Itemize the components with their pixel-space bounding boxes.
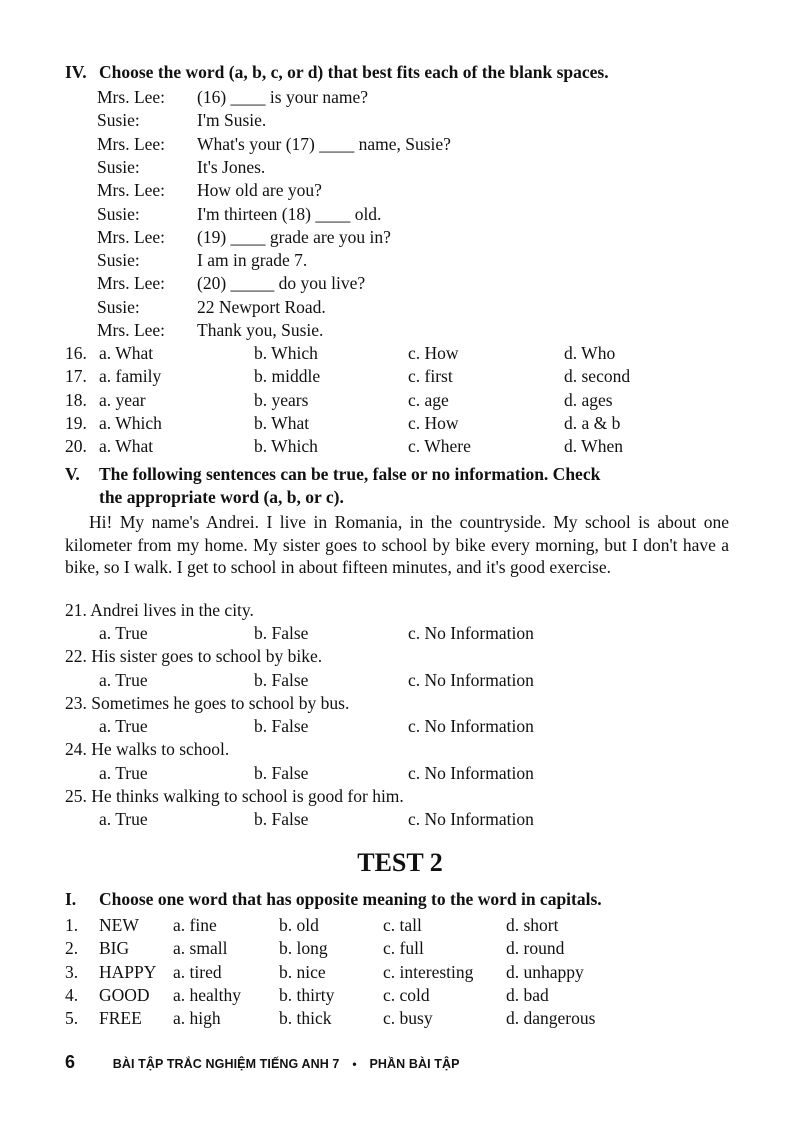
option-c: c. How xyxy=(408,412,459,433)
option-row xyxy=(65,436,745,459)
question-number: 19. xyxy=(65,412,87,433)
answer-false: b. False xyxy=(254,716,309,737)
option-c: c. interesting xyxy=(383,961,474,982)
option-b: b. Which xyxy=(254,436,318,457)
question-number: 17. xyxy=(65,366,87,387)
speaker: Susie: xyxy=(97,156,140,177)
test2-section-1-number: I. xyxy=(65,889,77,909)
option-c: c. tall xyxy=(383,915,422,935)
opposite-item xyxy=(65,915,755,938)
option-d: d. short xyxy=(506,915,559,935)
opposite-item xyxy=(65,962,755,985)
capital-word: GOOD xyxy=(99,984,150,1005)
answer-row xyxy=(99,763,699,786)
answer-false: b. False xyxy=(254,623,309,644)
option-b: b. What xyxy=(254,412,310,433)
capital-word: FREE xyxy=(99,1008,142,1029)
dialogue-text: I am in grade 7. xyxy=(197,250,308,271)
option-d: d. When xyxy=(564,436,623,457)
option-row xyxy=(65,413,745,436)
answer-row xyxy=(99,670,699,693)
option-b: b. nice xyxy=(279,961,326,982)
option-b: b. old xyxy=(279,915,319,935)
option-a: a. What xyxy=(99,343,154,363)
option-d: d. unhappy xyxy=(506,961,584,982)
section-5-header-line2 xyxy=(99,487,344,508)
speaker: Mrs. Lee: xyxy=(97,180,166,201)
speaker: Mrs. Lee: xyxy=(97,133,166,154)
option-b: b. long xyxy=(279,938,328,959)
question: 25. He thinks walking to school is good for him. xyxy=(65,785,404,806)
option-c: c. full xyxy=(383,938,424,959)
speaker: Susie: xyxy=(97,203,140,224)
test2-section-1-header xyxy=(65,889,602,910)
footer-bullet: • xyxy=(352,1057,357,1071)
question: 24. He walks to school. xyxy=(65,739,230,760)
question: 23. Sometimes he goes to school by bus. xyxy=(65,692,350,713)
question-number: 16. xyxy=(65,343,87,363)
reading-passage xyxy=(65,511,729,579)
question: 22. His sister goes to school by bike. xyxy=(65,646,323,667)
book-title: BÀI TẬP TRẮC NGHIỆM TIẾNG ANH 7 xyxy=(112,1057,340,1071)
item-number: 5. xyxy=(65,1008,79,1029)
option-d: d. dangerous xyxy=(506,1008,596,1029)
dialogue-text: (20) _____ do you live? xyxy=(197,273,366,294)
speaker: Mrs. Lee: xyxy=(97,87,166,107)
option-row xyxy=(65,390,745,413)
option-row xyxy=(65,366,745,389)
option-b: b. years xyxy=(254,389,309,410)
dialogue-text: (16) ____ is your name? xyxy=(197,87,369,107)
answer-false: b. False xyxy=(254,808,309,829)
capital-word: HAPPY xyxy=(99,961,157,982)
option-b: b. Which xyxy=(254,343,318,363)
option-a: a. What xyxy=(99,436,154,457)
speaker: Mrs. Lee: xyxy=(97,273,166,294)
section-5-number: V. xyxy=(65,464,80,484)
section-5-instruction-line2: the appropriate word (a, b, or c). xyxy=(99,487,344,507)
speaker: Susie: xyxy=(97,296,140,317)
answer-no-information: c. No Information xyxy=(408,716,534,737)
option-d: d. ages xyxy=(564,389,613,410)
capital-word: BIG xyxy=(99,938,130,959)
answer-row xyxy=(99,716,699,739)
option-a: a. fine xyxy=(173,915,217,935)
option-a: a. healthy xyxy=(173,984,242,1005)
option-c: c. first xyxy=(408,366,453,387)
option-a: a. Which xyxy=(99,412,162,433)
answer-true: a. True xyxy=(99,716,148,737)
answer-no-information: c. No Information xyxy=(408,669,534,690)
option-row xyxy=(65,343,745,366)
section-4-number: IV. xyxy=(65,62,87,82)
opposite-item xyxy=(65,1008,755,1031)
option-a: a. year xyxy=(99,389,146,410)
option-a: a. small xyxy=(173,938,228,959)
dialogue-text: I'm Susie. xyxy=(197,110,267,131)
answer-no-information: c. No Information xyxy=(408,623,534,644)
opposite-item xyxy=(65,938,755,961)
answer-true: a. True xyxy=(99,762,148,783)
answer-false: b. False xyxy=(254,762,309,783)
section-5-instruction-line1: The following sentences can be true, false or no information. Check xyxy=(99,464,601,484)
option-d: d. bad xyxy=(506,984,549,1005)
section-4-header xyxy=(65,62,609,83)
page-number: 6 xyxy=(65,1052,76,1072)
option-c: c. Where xyxy=(408,436,471,457)
dialogue-text: 22 Newport Road. xyxy=(197,296,326,317)
option-d: d. round xyxy=(506,938,565,959)
test-2-title: TEST 2 xyxy=(357,848,443,877)
dialogue-text: (19) ____ grade are you in? xyxy=(197,226,391,247)
answer-row xyxy=(99,623,699,646)
item-number: 2. xyxy=(65,938,79,959)
dialogue-text: How old are you? xyxy=(197,180,322,201)
option-d: d. Who xyxy=(564,343,616,363)
option-c: c. busy xyxy=(383,1008,433,1029)
dialogue-text: Thank you, Susie. xyxy=(197,320,324,340)
option-c: c. age xyxy=(408,389,449,410)
speaker: Susie: xyxy=(97,250,140,271)
question-number: 20. xyxy=(65,436,87,457)
dialogue-text: I'm thirteen (18) ____ old. xyxy=(197,203,382,224)
answer-false: b. False xyxy=(254,669,309,690)
opposite-item xyxy=(65,985,755,1008)
option-b: b. thick xyxy=(279,1008,332,1029)
answer-true: a. True xyxy=(99,808,148,829)
answer-no-information: c. No Information xyxy=(408,762,534,783)
book-part: PHẦN BÀI TẬP xyxy=(369,1057,460,1071)
answer-row xyxy=(99,809,699,832)
section-4-instruction: Choose the word (a, b, c, or d) that best fits each of the blank spaces. xyxy=(99,62,609,82)
item-number: 1. xyxy=(65,915,79,935)
dialogue-text: What's your (17) ____ name, Susie? xyxy=(197,133,451,154)
option-b: b. middle xyxy=(254,366,321,387)
answer-true: a. True xyxy=(99,669,148,690)
answer-no-information: c. No Information xyxy=(408,808,534,829)
option-b: b. thirty xyxy=(279,984,335,1005)
option-c: c. cold xyxy=(383,984,430,1005)
question: 21. Andrei lives in the city. xyxy=(65,600,254,620)
answer-true: a. True xyxy=(99,623,148,644)
speaker: Susie: xyxy=(97,110,140,131)
question-number: 18. xyxy=(65,389,87,410)
option-d: d. a & b xyxy=(564,412,621,433)
passage-text: Hi! My name's Andrei. I live in Romania, in the countryside. My school is about one kilometer from my home. My sister goes to school by bike every morning, but I don't have a bike, so I walk. I get to school in about fifteen minutes, and it's good exercise. xyxy=(65,512,729,578)
page-footer xyxy=(65,1052,460,1073)
capital-word: NEW xyxy=(99,915,139,935)
test2-section-1-instruction: Choose one word that has opposite meaning to the word in capitals. xyxy=(99,889,602,909)
speaker: Mrs. Lee: xyxy=(97,226,166,247)
item-number: 3. xyxy=(65,961,79,982)
option-c: c. How xyxy=(408,343,459,363)
option-a: a. high xyxy=(173,1008,221,1029)
option-a: a. family xyxy=(99,366,162,387)
section-5-header xyxy=(65,464,600,485)
option-a: a. tired xyxy=(173,961,222,982)
speaker: Mrs. Lee: xyxy=(97,320,166,340)
item-number: 4. xyxy=(65,984,79,1005)
option-d: d. second xyxy=(564,366,631,387)
dialogue-text: It's Jones. xyxy=(197,156,266,177)
